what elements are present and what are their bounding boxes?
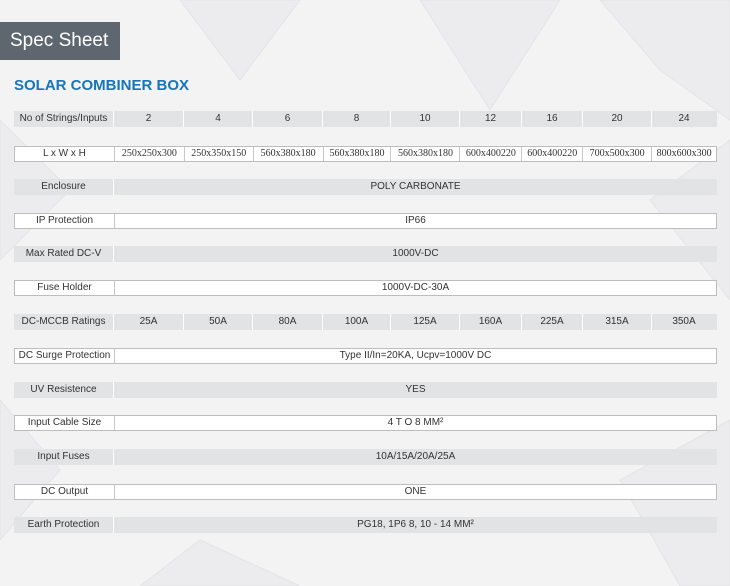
table-cell: 4 [183,111,252,127]
row-label: DC Output [40,486,89,497]
table-cell: 4 T O 8 MM² [114,416,716,430]
table-cell: IP66 [114,214,716,228]
spec-row-mccb [14,314,717,330]
table-cell: YES [113,382,717,398]
spec-row-input-fuses [14,449,717,465]
row-label: Enclosure [41,181,86,192]
table-cell: 16 [521,111,582,127]
spec-row-fuse-holder [14,280,717,296]
spec-row-surge [14,348,717,364]
row-label: No of Strings/Inputs [19,113,108,124]
table-cell: 24 [651,111,716,127]
spec-row-earth [14,517,717,533]
table-cell: 350A [651,314,716,330]
table-cell: Type II/In=20KA, Ucpv=1000V DC [114,349,716,363]
spec-row-dimensions [14,146,717,162]
table-cell: 1000V-DC [113,246,717,262]
table-cell: 100A [322,314,390,330]
spec-row-ip [14,213,717,229]
row-label: UV Resistence [30,384,97,395]
table-cell: 560x380x180 [253,147,323,161]
spec-row-cable [14,415,717,431]
table-cell: 50A [183,314,252,330]
spec-row-enclosure [14,179,717,195]
table-cell: 10 [390,111,459,127]
row-label: IP Protection [35,215,94,226]
table-cell: 560x380x180 [390,147,459,161]
spec-row-strings [14,111,717,127]
page-title: Spec Sheet [0,22,120,60]
row-label: Max Rated DC-V [25,248,102,259]
table-cell: 8 [322,111,390,127]
spec-row-uv [14,382,717,398]
table-cell: 25A [113,314,183,330]
table-cell: 125A [390,314,459,330]
table-cell: 160A [459,314,521,330]
row-label: Earth Protection [27,519,100,530]
row-label: Input Fuses [37,451,90,462]
table-cell: 250x350x150 [184,147,253,161]
table-cell: 600x400220 [459,147,521,161]
table-cell: 1000V-DC-30A [114,281,716,295]
spec-row-max-dc [14,246,717,262]
table-cell: 560x380x180 [323,147,391,161]
spec-row-dc-output [14,484,717,500]
table-cell: 80A [252,314,322,330]
table-cell: 250x250x300 [114,147,184,161]
table-cell: 800x600x300 [651,147,716,161]
table-cell: 20 [582,111,651,127]
row-label: Input Cable Size [27,417,102,428]
row-label: Fuse Holder [37,282,92,293]
table-cell: 225A [521,314,582,330]
table-cell: 315A [582,314,651,330]
table-cell: 10A/15A/20A/25A [113,449,717,465]
table-cell: 6 [252,111,322,127]
table-cell: 12 [459,111,521,127]
table-cell: 700x500x300 [582,147,651,161]
table-cell: 600x400220 [521,147,582,161]
row-label: DC Surge Protection [18,350,111,361]
row-label: L x W x H [42,148,86,159]
table-cell: POLY CARBONATE [113,179,717,195]
product-heading: SOLAR COMBINER BOX [14,77,190,94]
row-label: DC-MCCB Ratings [21,316,106,327]
table-cell: ONE [114,485,716,499]
table-cell: 2 [113,111,183,127]
table-cell: PG18, 1P6 8, 10 - 14 MM² [113,517,717,533]
